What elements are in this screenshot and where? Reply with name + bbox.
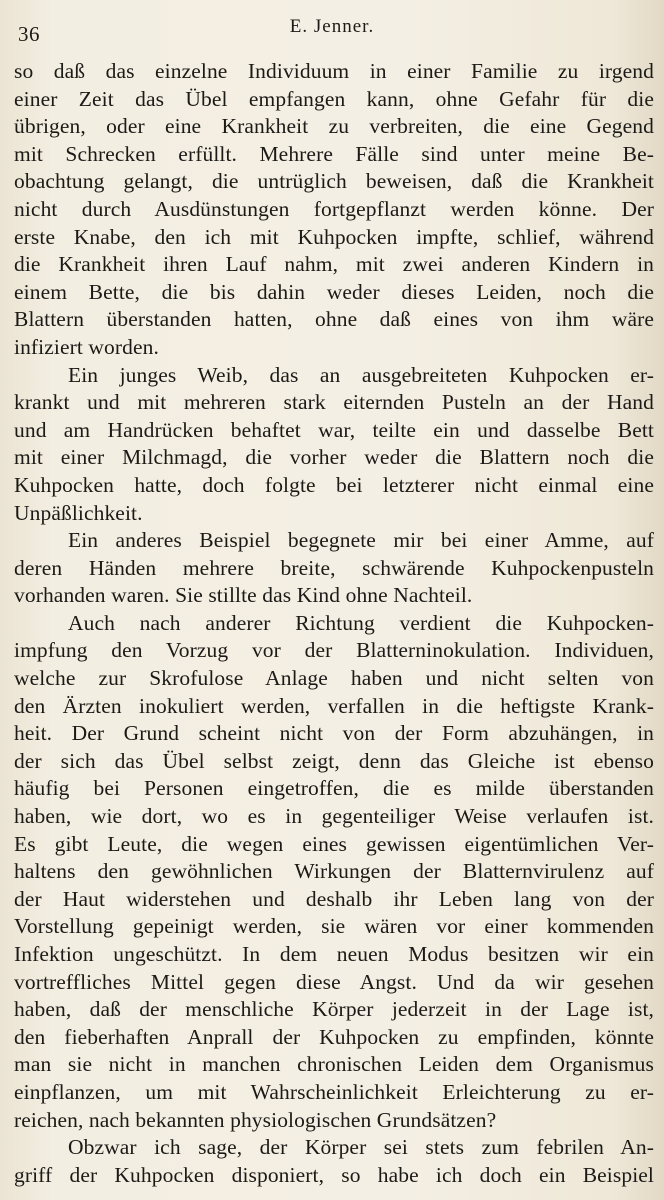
page-header (18, 14, 646, 54)
text-line: haltens den gewöhnlichen Wirkungen der Blatternvirulenz auf (14, 859, 654, 884)
running-head: E. Jenner. (289, 16, 375, 37)
text-line: einpflanzen, um mit Wahrscheinlichkeit Erleichterung zu er- (14, 1079, 654, 1104)
text-line: übrigen, oder eine Krankheit zu verbreiten, die eine Gegend (14, 114, 654, 139)
text-line: Obzwar ich sage, der Körper sei stets zum febrilen An- (68, 1135, 654, 1160)
text-line: mit einer Milchmagd, die vorher weder die Blattern noch die (14, 445, 654, 470)
text-line: obachtung gelangt, die untrüglich beweisen, daß die Krankheit (14, 169, 654, 194)
text-line: krankt und mit mehreren stark eiternden Pusteln an der Hand (14, 390, 654, 415)
text-line: Blattern überstanden hatten, ohne daß eines von ihm wäre (14, 307, 654, 332)
text-line: der sich das Übel selbst zeigt, denn das Gleiche ist ebenso (14, 748, 654, 773)
text-line: reichen, nach bekannten physiologischen Grundsätzen? (14, 1107, 497, 1132)
text-line: einem Bette, die bis dahin weder dieses Leiden, noch die (14, 279, 654, 304)
text-line: Infektion ungeschützt. In dem neuen Modus besitzen wir ein (14, 942, 654, 966)
text-line: Ein junges Weib, das an ausgebreiteten Kuhpocken er- (68, 362, 654, 387)
text-line: die Krankheit ihren Lauf nahm, mit zwei anderen Kindern in (14, 252, 654, 277)
text-line: Ein anderes Beispiel begegnete mir bei einer Amme, auf (68, 528, 654, 553)
text-line: Unpäßlichkeit. (14, 500, 143, 525)
text-body (14, 58, 654, 1189)
text-line: nicht durch Ausdünstungen fortgepflanzt werden könne. Der (14, 196, 654, 221)
text-line: den fieberhaften Anprall der Kuhpocken zu empfinden, könnte (14, 1024, 654, 1049)
page-number: 36 (18, 22, 40, 46)
text-line: so daß das einzelne Individuum in einer Familie zu irgend (14, 59, 654, 83)
text-line: Es gibt Leute, die wegen eines gewissen eigentümlichen Ver- (14, 831, 654, 856)
text-line: deren Händen mehrere breite, schwärende Kuhpockenpusteln (14, 555, 654, 580)
text-line: Vorstellung gepeinigt werden, sie wären vor einer kommenden (14, 914, 654, 939)
text-line: mit Schrecken erfüllt. Mehrere Fälle sind unter meine Be- (14, 141, 654, 166)
text-line: welche zur Skrofulose Anlage haben und nicht selten von (14, 666, 654, 691)
text-line: haben, wie dort, wo es in gegenteiliger Weise verlaufen ist. (14, 804, 654, 829)
text-line: der Haut widerstehen und deshalb ihr Leben lang von der (14, 886, 654, 911)
text-line: erste Knabe, den ich mit Kuhpocken impfte, schlief, während (14, 224, 654, 249)
text-line: häufig bei Personen eingetroffen, die es milde überstanden (14, 776, 654, 801)
text-line: heit. Der Grund scheint nicht von der Form abzuhängen, in (14, 721, 654, 746)
text-line: haben, daß der menschliche Körper jederzeit in der Lage ist, (14, 997, 654, 1022)
text-line: infiziert worden. (14, 334, 159, 359)
text-line: griff der Kuhpocken disponiert, so habe ich doch ein Beispiel (14, 1162, 654, 1187)
text-line: man sie nicht in manchen chronischen Leiden dem Organismus (14, 1052, 654, 1077)
text-line: Auch nach anderer Richtung verdient die Kuhpocken- (68, 610, 654, 635)
text-line: Kuhpocken hatte, doch folgte bei letzterer nicht einmal eine (14, 472, 654, 497)
text-line: impfung den Vorzug vor der Blatterninokulation. Individuen, (14, 638, 654, 663)
text-line: vorhanden waren. Sie stillte das Kind ohne Nachteil. (14, 583, 473, 608)
text-line: einer Zeit das Übel empfangen kann, ohne Gefahr für die (14, 86, 654, 111)
text-line: und am Handrücken behaftet war, teilte ein und dasselbe Bett (14, 417, 654, 442)
text-line: vortreffliches Mittel gegen diese Angst. Und da wir gesehen (14, 969, 654, 994)
text-line: den Ärzten inokuliert werden, verfallen in die heftigste Krank- (14, 693, 654, 718)
